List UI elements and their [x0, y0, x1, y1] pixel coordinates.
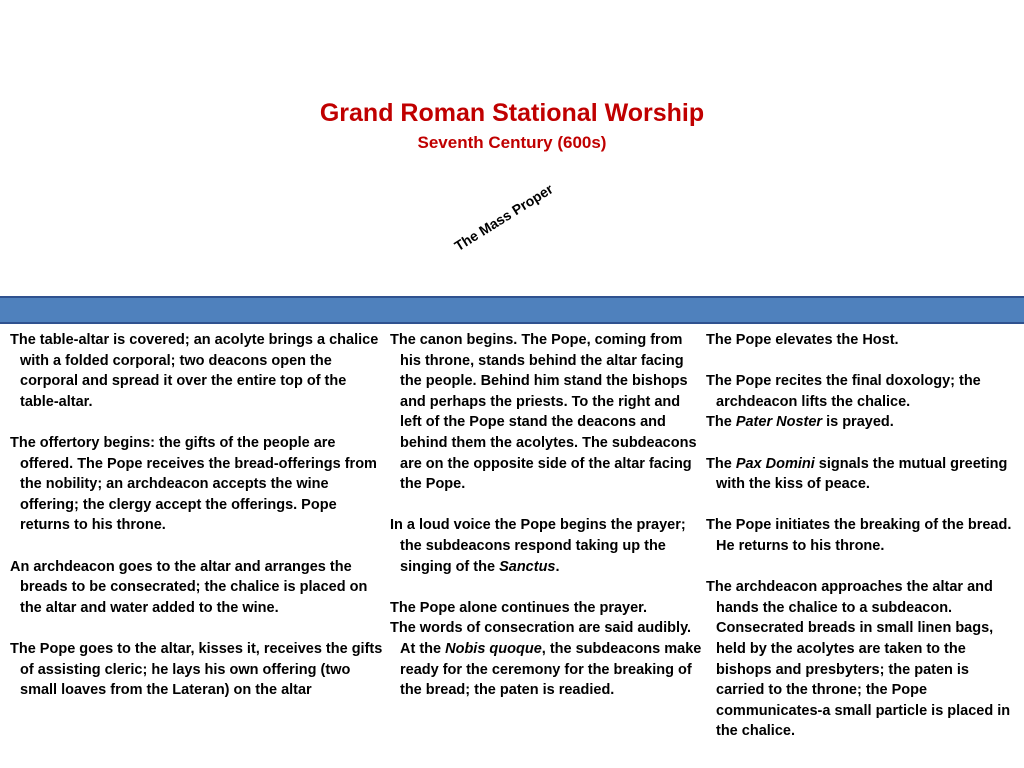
italic-term: Pax Domini [735, 455, 815, 472]
paragraph: The Pope recites the final doxology; the archdeacon lifts the chalice. [706, 373, 981, 410]
paragraph-text: The words of consecration are said audibly. At the [390, 620, 692, 657]
blue-divider-band [0, 296, 1024, 324]
paragraph [390, 618, 702, 700]
paragraph [706, 412, 1020, 433]
text-column-2 [390, 330, 702, 721]
paragraph [390, 515, 702, 577]
rotated-section-label: The Mass Proper [451, 180, 556, 254]
paragraph-text: is prayed. [822, 414, 894, 431]
paragraph-text: . [555, 558, 560, 575]
paragraph: The table-altar is covered; an acolyte brings a chalice with a folded corporal; two deacons open the corporal and spread it over the entire top of the table-altar. [10, 332, 379, 410]
paragraph: The Pope elevates the Host. [706, 332, 899, 348]
paragraph: The Pope goes to the altar, kisses it, receives the gifts of assisting cleric; he lays his own offering (two small loaves from the Lateran) on the altar [10, 640, 383, 699]
paragraph: The archdeacon approaches the altar and hands the chalice to a subdeacon. Consecrated breads in small linen bags, held by the acolytes are taken to the bishops and presbyters; the paten is carried to the throne; the Pope communicates-a small particle is placed in the chalice. [706, 579, 1011, 740]
paragraph: The Pope initiates the breaking of the bread. He returns to his throne. [706, 517, 1012, 554]
paragraph-text: signals the mutual greeting with the kiss of peace. [716, 455, 1008, 493]
text-column-1 [10, 330, 386, 721]
paragraph-text: The [706, 455, 736, 472]
paragraph-text: The [706, 414, 736, 431]
paragraph: The Pope alone continues the prayer. [390, 599, 648, 616]
italic-term: Nobis quoque [445, 640, 542, 657]
slide-subtitle: Seventh Century (600s) [417, 133, 607, 152]
paragraph-text: , the subdeacons make ready for the ceremony for the breaking of the bread; the paten is readied. [400, 640, 702, 699]
paragraph-text: In a loud voice the Pope begins the prayer; the subdeacons respond taking up the singing of the [390, 517, 686, 575]
slide-title: Grand Roman Stational Worship [319, 99, 705, 127]
paragraph: An archdeacon goes to the altar and arranges the breads to be consecrated; the chalice is placed on the altar and water added to the wine. [10, 558, 368, 616]
paragraph [706, 454, 1020, 495]
italic-term: Pater Noster [735, 414, 823, 431]
italic-term: Sanctus [499, 558, 556, 575]
text-column-3 [706, 330, 1020, 762]
paragraph: The canon begins. The Pope, coming from his throne, stands behind the altar facing the people. Behind him stand the bishops and perhaps the priests. To the right and left of the Pope stand the deacons and behind them the acolytes. The subdeacons are on the opposite side of the altar facing the Pope. [390, 332, 697, 493]
paragraph: The offertory begins: the gifts of the people are offered. The Pope receives the bread-offerings from the nobility; an archdeacon accepts the wine offering; the clergy accept the offerings. Pope returns to his throne. [10, 434, 377, 534]
